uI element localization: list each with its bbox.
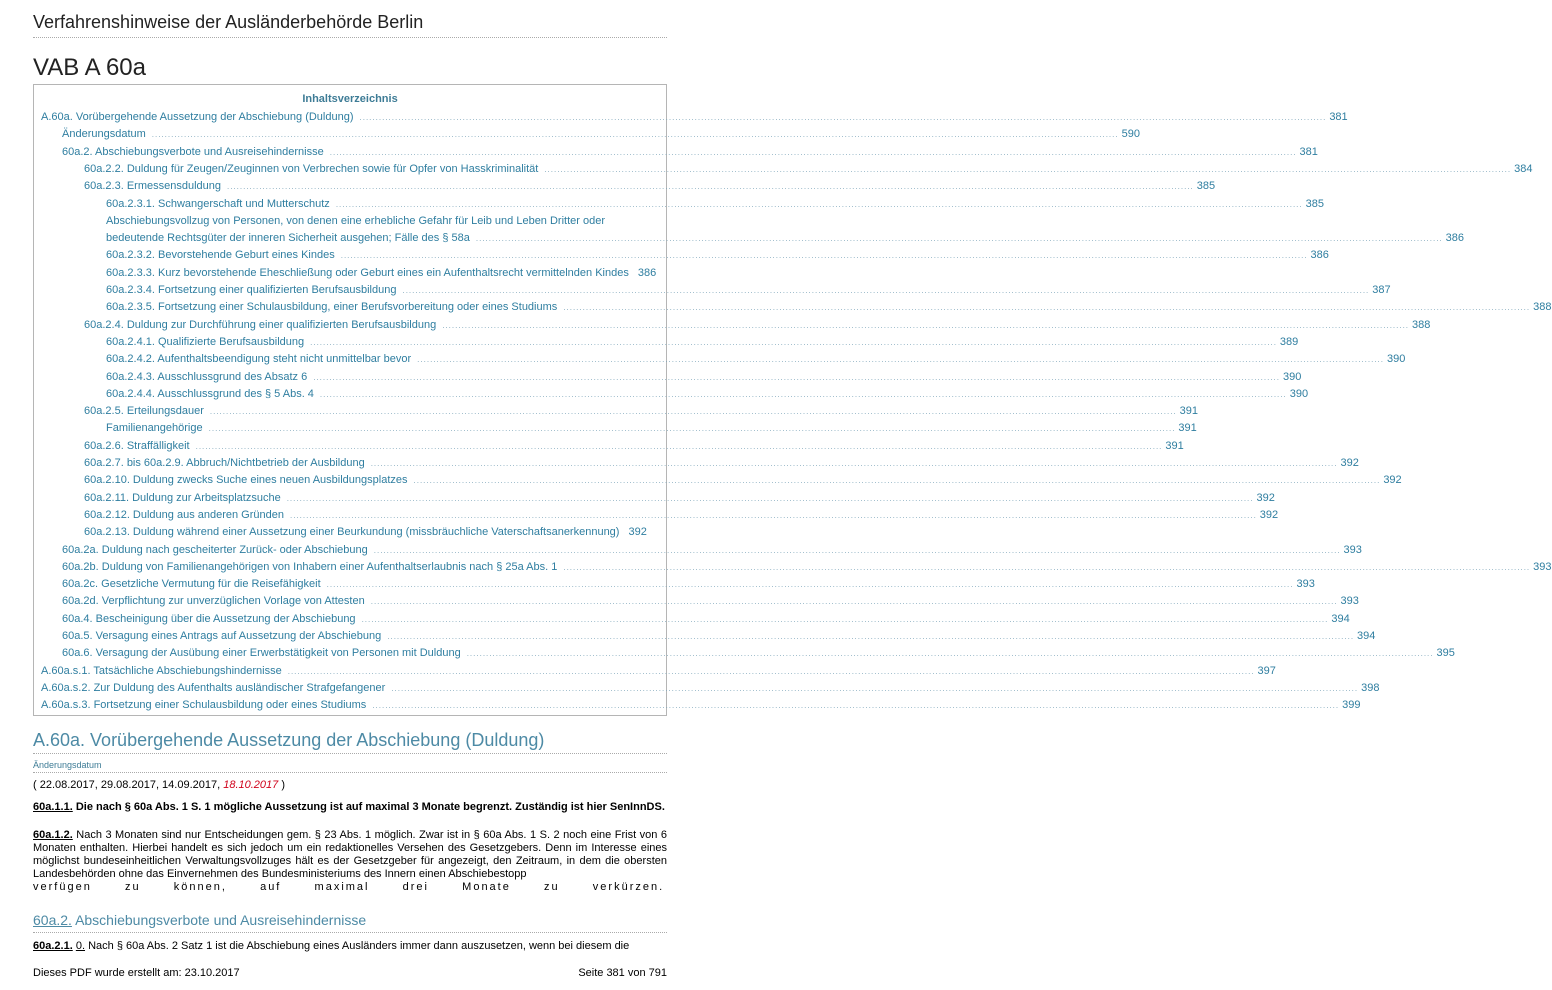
toc-entry[interactable]	[62, 542, 1362, 558]
toc-entry-label[interactable]: 60a.2.4.3. Ausschlussgrund des Absatz 6	[106, 370, 308, 383]
toc-entry[interactable]	[106, 386, 1309, 402]
toc-entry-label[interactable]: 60a.2.4.1. Qualifizierte Berufsausbildung	[106, 335, 305, 348]
subsection-divider	[33, 932, 667, 933]
toc-dot-leader: ............................................................................................................................................................................................................................................................................................................	[226, 182, 1194, 192]
toc-entry-label[interactable]: A.60a.s.1. Tatsächliche Abschiebungshindernisse	[41, 664, 282, 677]
toc-entry-label[interactable]: 60a.2a. Duldung nach gescheiterter Zurück- oder Abschiebung	[62, 543, 368, 556]
toc-dot-leader: ............................................................................................................................................................................................................................................................................................................	[372, 701, 1340, 711]
toc-page-number[interactable]: 590	[1121, 128, 1140, 141]
toc-dot-leader: ............................................................................................................................................................................................................................................................................................................	[475, 234, 1443, 244]
toc-page-number[interactable]: 393	[1343, 543, 1362, 556]
toc-entry[interactable]	[84, 403, 1199, 419]
toc-entry-label[interactable]: 60a.2.4.2. Aufenthaltsbeendigung steht nicht unmittelbar bevor	[106, 353, 412, 366]
change-dates	[33, 779, 285, 791]
toc-entry[interactable]	[62, 559, 1552, 575]
toc-entry-label[interactable]: 60a.2.13. Duldung während einer Aussetzung einer Beurkundung (missbräuchliche Vaterschaftsanerkennung)	[84, 526, 620, 539]
paragraph-text: Die nach § 60a Abs. 1 S. 1 mögliche Aussetzung ist auf maximal 3 Monate begrenzt. Zuständig ist hier SenInnDS.	[75, 801, 665, 813]
toc-page-number[interactable]: 389	[1279, 335, 1299, 348]
toc-dot-leader: ............................................................................................................................................................................................................................................................................................................	[209, 407, 1177, 417]
toc-entry-label[interactable]: 60a.2.3. Ermessensduldung	[84, 180, 221, 193]
toc-entry[interactable]	[106, 369, 1302, 385]
toc-page-number[interactable]: 386	[637, 266, 657, 279]
toc-entry[interactable]	[84, 178, 1216, 194]
paragraph-text: Nach § 60a Abs. 2 Satz 1 ist die Abschiebung eines Ausländers immer dann auszusetzen, wenn bei diesem die	[88, 940, 630, 952]
change-date-label: Änderungsdatum	[33, 760, 102, 770]
toc-entry[interactable]	[106, 334, 1299, 350]
document-header-title: Verfahrenshinweise der Ausländerbehörde Berlin	[33, 12, 424, 32]
toc-page-number[interactable]: 393	[1533, 560, 1552, 573]
toc-entry[interactable]	[62, 126, 1140, 142]
toc-page-number[interactable]: 398	[1361, 681, 1380, 694]
toc-entry[interactable]	[106, 247, 1329, 263]
toc-page-number[interactable]: 392	[1259, 508, 1279, 521]
toc-page-number[interactable]: 392	[1256, 491, 1275, 504]
footer-created-date: Dieses PDF wurde erstellt am: 23.10.2017	[33, 967, 240, 979]
toc-dot-leader: ............................................................................................................................................................................................................................................................................................................	[151, 130, 1119, 140]
paragraph-last-line: verfügen zu können, auf maximal drei Monate zu verkürzen.	[33, 881, 665, 893]
toc-dot-leader: ............................................................................................................................................................................................................................................................................................................	[326, 580, 1294, 590]
toc-entry-label[interactable]: 60a.2. Abschiebungsverbote und Ausreisehindernisse	[62, 145, 324, 158]
paragraph-number[interactable]: 60a.2.1.	[33, 940, 73, 952]
toc-entry-label[interactable]: bedeutende Rechtsgüter der inneren Sicherheit ausgehen; Fälle des § 58a	[106, 232, 470, 245]
toc-entry-label[interactable]: 60a.2c. Gesetzliche Vermutung für die Reisefähigkeit	[62, 578, 321, 591]
toc-entry[interactable]	[106, 420, 1197, 436]
toc-page-number[interactable]: 393	[1340, 595, 1359, 608]
toc-entry-label[interactable]: 60a.2.3.5. Fortsetzung einer Schulausbildung, einer Berufsvorbereitung oder eines Studiums	[106, 301, 558, 314]
toc-entry-label[interactable]: Änderungsdatum	[62, 128, 146, 141]
toc-entry[interactable]	[41, 697, 1361, 713]
toc-entry-label[interactable]: A.60a. Vorübergehende Aussetzung der Abschiebung (Duldung)	[41, 111, 354, 123]
toc-page-number[interactable]: 392	[1383, 474, 1402, 487]
toc-dot-leader: ............................................................................................................................................................................................................................................................................................................	[313, 372, 1280, 382]
toc-entry[interactable]	[41, 663, 1276, 679]
paragraph-60a-1-2	[33, 829, 667, 881]
table-of-contents	[33, 84, 1552, 716]
toc-page-number[interactable]: 393	[1296, 578, 1315, 591]
toc-dot-leader: ............................................................................................................................................................................................................................................................................................................	[335, 199, 1303, 209]
toc-entry[interactable]	[106, 196, 1324, 212]
toc-heading: Inhaltsverzeichnis	[302, 93, 398, 105]
toc-dot-leader: ............................................................................................................................................................................................................................................................................................................	[442, 320, 1410, 330]
paragraph-number[interactable]: 60a.1.1.	[33, 801, 73, 813]
toc-entry-label[interactable]: 60a.2.4. Duldung zur Durchführung einer qualifizierten Berufsausbildung	[84, 318, 437, 331]
toc-entry-label[interactable]: 60a.2.3.3. Kurz bevorstehende Eheschließung oder Geburt eines ein Aufenthaltsrecht vermittelnden Kindes	[106, 266, 629, 279]
toc-entry[interactable]	[62, 611, 1350, 627]
footer-page-number: Seite 381 von 791	[578, 967, 667, 979]
toc-page-number[interactable]: 390	[1289, 387, 1309, 400]
toc-entry[interactable]	[84, 455, 1359, 471]
toc-dot-leader: ............................................................................................................................................................................................................................................................................................................	[361, 614, 1329, 624]
dates-close: )	[278, 779, 286, 791]
toc-entry[interactable]	[106, 351, 1406, 367]
toc-dot-leader: ............................................................................................................................................................................................................................................................................................................	[563, 303, 1531, 313]
toc-dot-leader: ............................................................................................................................................................................................................................................................................................................	[310, 337, 1277, 347]
subsection-number[interactable]: 60a.2.	[33, 912, 72, 928]
paragraph-60a-2-1	[33, 940, 667, 953]
toc-entry-label[interactable]: 60a.2.11. Duldung zur Arbeitsplatzsuche	[84, 491, 281, 504]
toc-entry-label[interactable]: 60a.6. Versagung der Ausübung einer Erwerbstätigkeit von Personen mit Duldung	[62, 647, 461, 660]
subsection-title: Abschiebungsverbote und Ausreisehindernisse	[75, 912, 367, 928]
toc-entry[interactable]	[84, 507, 1279, 523]
toc-entry[interactable]	[106, 299, 1552, 315]
toc-entry-label[interactable]: A.60a.s.3. Fortsetzung einer Schulausbildung oder eines Studiums	[41, 699, 367, 712]
toc-dot-leader: ............................................................................................................................................................................................................................................................................................................	[290, 510, 1257, 520]
toc-dot-leader: ............................................................................................................................................................................................................................................................................................................	[340, 251, 1308, 261]
toc-page-number[interactable]: 385	[1305, 197, 1324, 210]
toc-entry-text-line[interactable]: Abschiebungsvollzug von Personen, von denen eine erhebliche Gefahr für Leib und Leben Dritter oder	[106, 214, 605, 227]
toc-entry[interactable]	[84, 317, 1431, 333]
toc-entry[interactable]	[106, 282, 1391, 298]
toc-entry-label[interactable]: 60a.2.7. bis 60a.2.9. Abbruch/Nichtbetrieb der Ausbildung	[84, 457, 365, 469]
toc-dot-leader: ............................................................................................................................................................................................................................................................................................................	[402, 286, 1370, 295]
toc-dot-leader: ............................................................................................................................................................................................................................................................................................................	[319, 389, 1287, 399]
toc-page-number[interactable]: 392	[1340, 457, 1359, 469]
toc-entry[interactable]	[106, 265, 657, 281]
change-date-divider	[33, 772, 667, 773]
toc-dot-leader: ............................................................................................................................................................................................................................................................................................................	[286, 493, 1254, 503]
toc-page-number[interactable]: 399	[1342, 699, 1361, 712]
toc-dot-leader: ............................................................................................................................................................................................................................................................................................................	[370, 597, 1338, 607]
toc-page-number[interactable]: 388	[1533, 301, 1552, 314]
toc-entry-label[interactable]: Familienangehörige	[106, 422, 203, 435]
toc-dot-leader: ............................................................................................................................................................................................................................................................................................................	[413, 476, 1381, 486]
paragraph-text: Nach 3 Monaten sind nur Entscheidungen gem. § 23 Abs. 1 möglich. Zwar ist in § 60a Abs. 1 S. 2 noch eine Frist von 6 Monaten enthalten. Hierbei handelt es sich jedoch um ein redaktionelles Versehen des Gesetzgebers. Denn im Interesse eines möglichst bundeseinheitlichen Verwaltungsvollzuges hält es der Gesetzgeber für angezeigt, den Zeitraum, in dem die obersten Landesbehörden ohne das Einvernehmen des Bundesministeriums des Innern einen Abschiebestopp	[33, 829, 667, 880]
toc-entry-label[interactable]: 60a.2.12. Duldung aus anderen Gründen	[84, 508, 284, 521]
toc-entry[interactable]	[84, 438, 1184, 454]
toc-entry-label[interactable]: 60a.2.10. Duldung zwecks Suche eines neuen Ausbildungsplatzes	[84, 474, 408, 487]
toc-dot-leader: ............................................................................................................................................................................................................................................................................................................	[359, 113, 1327, 122]
toc-entry[interactable]	[41, 109, 1348, 125]
toc-entry[interactable]	[84, 490, 1275, 506]
toc-dot-leader: ............................................................................................................................................................................................................................................................................................................	[195, 441, 1163, 451]
paragraph-number[interactable]: 60a.1.2.	[33, 829, 73, 841]
toc-page-number[interactable]: 390	[1386, 353, 1406, 366]
toc-entry[interactable]	[62, 645, 1455, 661]
section-title: A.60a. Vorübergehende Aussetzung der Abschiebung (Duldung)	[33, 730, 545, 750]
toc-entry[interactable]	[84, 472, 1402, 488]
section-divider	[33, 753, 667, 754]
toc-dot-leader: ............................................................................................................................................................................................................................................................................................................	[287, 666, 1255, 676]
toc-page-number[interactable]: 392	[628, 526, 647, 539]
toc-entry[interactable]	[106, 230, 1465, 246]
toc-entry-label[interactable]: 60a.2b. Duldung von Familienangehörigen von Inhabern einer Aufenthaltserlaubnis nach § 25a Abs. 1	[62, 560, 558, 573]
toc-page-number[interactable]: 394	[1357, 630, 1376, 642]
toc-page-number[interactable]: 381	[1329, 111, 1348, 123]
toc-dot-leader: ............................................................................................................................................................................................................................................................................................................	[370, 459, 1338, 468]
toc-dot-leader: ............................................................................................................................................................................................................................................................................................................	[387, 632, 1355, 641]
toc-entry-label[interactable]: 60a.2.5. Erteilungsdauer	[84, 405, 204, 418]
toc-dot-leader: ............................................................................................................................................................................................................................................................................................................	[466, 649, 1434, 659]
toc-entry[interactable]	[62, 628, 1376, 644]
toc-entry-label[interactable]: 60a.2d. Verpflichtung zur unverzüglichen Vorlage von Attesten	[62, 595, 365, 608]
toc-entry-label[interactable]: 60a.2.4.4. Ausschlussgrund des § 5 Abs. 4	[106, 387, 314, 400]
toc-page-number[interactable]: 385	[1196, 180, 1216, 193]
toc-entry-label[interactable]: 60a.2.3.2. Bevorstehende Geburt eines Kindes	[106, 249, 335, 262]
toc-entry-label[interactable]: 60a.2.3.1. Schwangerschaft und Mutterschutz	[106, 197, 330, 210]
toc-page-number[interactable]: 397	[1257, 664, 1276, 677]
dates-list: ( 22.08.2017, 29.08.2017, 14.09.2017,	[33, 779, 224, 791]
toc-page-number[interactable]: 387	[1372, 284, 1391, 296]
toc-dot-leader: ............................................................................................................................................................................................................................................................................................................	[208, 424, 1176, 434]
toc-page-number[interactable]: 390	[1283, 370, 1302, 383]
toc-entry[interactable]	[62, 144, 1318, 160]
toc-page-number[interactable]: 391	[1179, 405, 1199, 418]
toc-entry[interactable]	[62, 593, 1359, 609]
toc-entry-label[interactable]: A.60a.s.2. Zur Duldung des Aufenthalts ausländischer Strafgefangener	[41, 681, 386, 694]
toc-entry-label[interactable]: 60a.4. Bescheinigung über die Aussetzung der Abschiebung	[62, 612, 356, 625]
document-id-title: VAB A 60a	[33, 54, 146, 81]
toc-entry-label[interactable]: 60a.5. Versagung eines Antrags auf Aussetzung der Abschiebung	[62, 630, 382, 642]
toc-dot-leader: ............................................................................................................................................................................................................................................................................................................	[373, 545, 1341, 555]
toc-page-number[interactable]: 388	[1412, 318, 1431, 331]
toc-page-number[interactable]: 386	[1445, 232, 1465, 245]
toc-page-number[interactable]: 394	[1331, 612, 1350, 625]
toc-entry[interactable]	[62, 576, 1315, 592]
header-divider	[33, 37, 667, 38]
toc-page-number[interactable]: 381	[1299, 145, 1318, 158]
paragraph-60a-1-1	[33, 801, 667, 814]
toc-dot-leader: ............................................................................................................................................................................................................................................................................................................	[544, 164, 1512, 174]
toc-entry-label[interactable]: 60a.2.2. Duldung für Zeugen/Zeuginnen von Verbrechen sowie für Opfer von Hasskriminalität	[84, 162, 539, 175]
toc-page-number[interactable]: 391	[1165, 439, 1184, 452]
toc-page-number[interactable]: 386	[1310, 249, 1329, 262]
toc-dot-leader: ............................................................................................................................................................................................................................................................................................................	[417, 355, 1384, 365]
paragraph-subnumber[interactable]: 0.	[75, 940, 86, 952]
toc-entry[interactable]	[84, 524, 647, 540]
toc-entry-label[interactable]: 60a.2.3.4. Fortsetzung einer qualifizierten Berufsausbildung	[106, 284, 397, 296]
toc-dot-leader: ............................................................................................................................................................................................................................................................................................................	[563, 562, 1531, 572]
subsection-heading	[33, 912, 366, 928]
toc-dot-leader: ............................................................................................................................................................................................................................................................................................................	[329, 147, 1297, 157]
toc-entry-label[interactable]: 60a.2.6. Straffälligkeit	[84, 439, 190, 452]
latest-change-date: 18.10.2017	[223, 779, 279, 791]
toc-entry[interactable]	[41, 680, 1380, 696]
toc-page-number[interactable]: 384	[1514, 162, 1533, 175]
toc-dot-leader: ............................................................................................................................................................................................................................................................................................................	[391, 683, 1359, 693]
toc-page-number[interactable]: 395	[1436, 647, 1455, 660]
toc-page-number[interactable]: 391	[1178, 422, 1197, 435]
toc-entry[interactable]	[84, 161, 1533, 177]
